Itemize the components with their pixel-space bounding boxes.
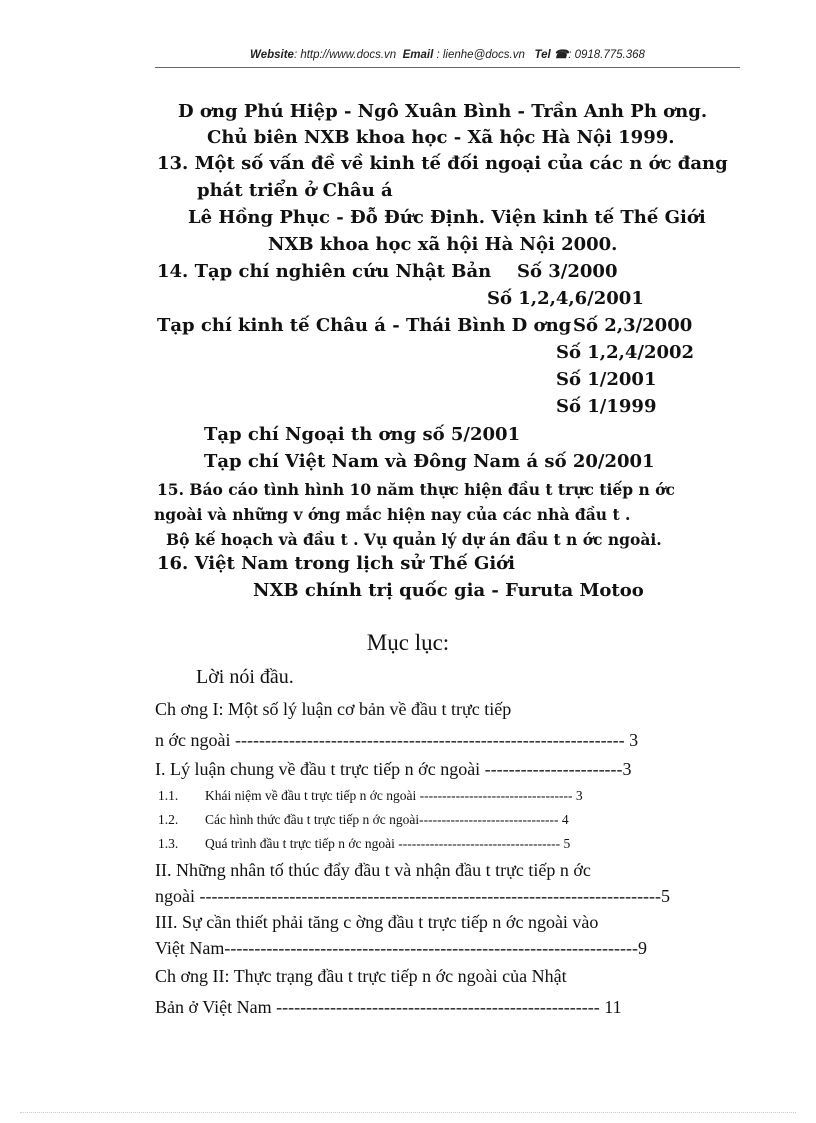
toc-chapter-1[interactable]: Ch ơng I: Một số lý luận cơ bản về đầu t trực tiếp [155, 699, 512, 719]
reference-line: NXB chính trị quốc gia - Furuta Motoo [253, 580, 644, 601]
reference-line: Bộ kế hoạch và đầu t . Vụ quản lý dự án đầu t n ớc ngoài. [166, 530, 662, 549]
toc-subsection-number: 1.1. [158, 788, 179, 803]
toc-subsection-1-3[interactable]: Quá trình đầu t trực tiếp n ớc ngoài ------------------------------------ 5 [205, 836, 571, 851]
phone-icon: ☎ [553, 49, 569, 61]
reference-line: 16. Việt Nam trong lịch sử Thế Giới [157, 553, 516, 574]
toc-subsection-number: 1.3. [158, 836, 179, 851]
reference-line: 14. Tạp chí nghiên cứu Nhật Bản [157, 261, 492, 282]
toc-section-2-page[interactable]: ngoài -----------------------------------------------------------------------------5 [155, 886, 671, 906]
toc-title: Mục lục: [366, 630, 450, 655]
toc-chapter-2[interactable]: Ch ơng II: Thực trạng đầu t trực tiếp n ớc ngoài của Nhật [155, 966, 567, 986]
tel-label: Tel [534, 49, 551, 61]
reference-line: Chủ biên NXB khoa học - Xã hộc Hà Nội 1999. [207, 127, 675, 148]
page-bottom-divider [20, 1112, 796, 1113]
tel-value: : 0918.775.368 [568, 49, 645, 61]
toc-chapter-2-page[interactable]: Bản ở Việt Nam ------------------------------------------------------ 11 [155, 997, 622, 1017]
reference-line: Tạp chí kinh tế Châu á - Thái Bình D ơng [157, 315, 572, 336]
toc-subsection-number: 1.2. [158, 812, 179, 827]
website-label: Website [250, 49, 294, 61]
page-header [155, 47, 740, 61]
reference-line: phát triển ở Châu á [197, 180, 393, 201]
reference-issue: Số 3/2000 [517, 261, 618, 282]
toc-preface[interactable]: Lời nói đầu. [196, 666, 294, 688]
reference-line: Lê Hồng Phục - Đỗ Đức Định. Viện kinh tế Thế Giới [188, 207, 706, 228]
email-label: Email [402, 49, 434, 61]
toc-subsection-1-2[interactable]: Các hình thức đầu t trực tiếp n ớc ngoài------------------------------- 4 [205, 812, 569, 827]
reference-issue: Số 1,2,4,6/2001 [487, 288, 644, 309]
reference-line: NXB khoa học xã hội Hà Nội 2000. [268, 234, 618, 255]
email-value[interactable]: : lienhe@docs.vn [436, 49, 525, 61]
reference-line: ngoài và những v ớng mắc hiện nay của các nhà đầu t . [154, 505, 631, 524]
toc-section-3-page[interactable]: Việt Nam---------------------------------------------------------------------9 [155, 938, 647, 958]
reference-line: 13. Một số vấn đề về kinh tế đối ngoại của các n ớc đang [157, 153, 728, 174]
reference-line: Tạp chí Việt Nam và Đông Nam á số 20/2001 [204, 451, 655, 472]
reference-line: 15. Báo cáo tình hình 10 năm thực hiện đầu t trực tiếp n ớc [157, 480, 675, 499]
toc-chapter-1-page[interactable]: n ớc ngoài ----------------------------------------------------------------- 3 [155, 730, 639, 750]
reference-issue: Số 1,2,4/2002 [556, 342, 695, 363]
website-value[interactable]: : http://www.docs.vn [293, 49, 397, 61]
reference-issue: Số 1/2001 [556, 369, 657, 390]
toc-section-3[interactable]: III. Sự cần thiết phải tăng c ờng đầu t trực tiếp n ớc ngoài vào [155, 912, 599, 932]
reference-issue: Số 1/1999 [556, 396, 657, 417]
header-divider [155, 67, 740, 68]
reference-issue: Số 2,3/2000 [573, 315, 693, 336]
toc-subsection-1-1[interactable]: Khái niệm về đầu t trực tiếp n ớc ngoài ---------------------------------- 3 [205, 788, 583, 803]
reference-line: Tạp chí Ngoại th ơng số 5/2001 [204, 424, 521, 445]
reference-line: D ơng Phú Hiệp - Ngô Xuân Bình - Trần Anh Ph ơng. [178, 101, 708, 122]
toc-section-2[interactable]: II. Những nhân tố thúc đẩy đầu t và nhận đầu t trực tiếp n ớc [155, 860, 591, 880]
toc-section-1[interactable]: I. Lý luận chung về đầu t trực tiếp n ớc ngoài -----------------------3 [155, 759, 632, 779]
